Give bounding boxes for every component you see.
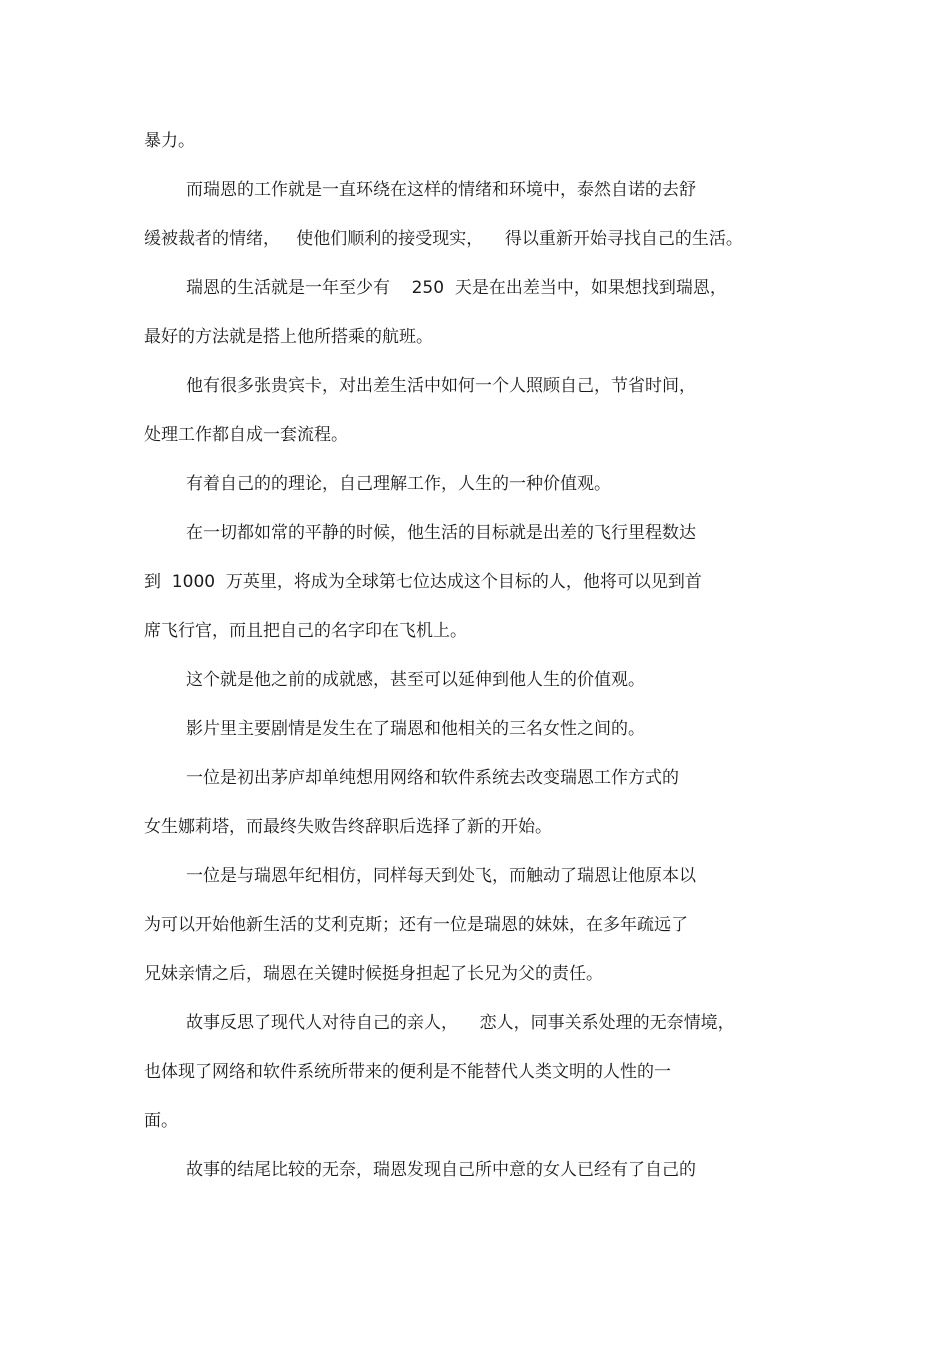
text-line: 影片里主要剧情是发生在了瑞恩和他相关的三名女性之间的。 [186,719,645,739]
text-body [144,124,794,1202]
text-line: 女生娜莉塔，而最终失败告终辞职后选择了新的开始。 [144,817,552,837]
text-line: 席飞行官，而且把自己的名字印在飞机上。 [144,621,467,641]
text-line: 他有很多张贵宾卡，对出差生活中如何一个人照顾自己，节省时间， [186,376,696,396]
text-line: 最好的方法就是搭上他所搭乘的航班。 [144,327,433,347]
text-line: 到 1000 万英里，将成为全球第七位达成这个目标的人，他将可以见到首 [144,572,702,592]
text-line: 缓被裁者的情绪， 使他们顺利的接受现实， 得以重新开始寻找自己的生活。 [144,229,743,249]
text-line: 面。 [144,1111,178,1131]
text-line: 而瑞恩的工作就是一直环绕在这样的情绪和环境中，泰然自诺的去舒 [186,180,696,200]
text-line: 暴力。 [144,131,195,151]
text-line: 也体现了网络和软件系统所带来的便利是不能替代人类文明的人性的一 [144,1062,671,1082]
text-line: 这个就是他之前的成就感，甚至可以延伸到他人生的价值观。 [186,670,645,690]
text-line: 为可以开始他新生活的艾利克斯；还有一位是瑞恩的妹妹，在多年疏远了 [144,915,688,935]
text-line: 瑞恩的生活就是一年至少有 250 天是在出差当中，如果想找到瑞恩， [186,278,727,298]
text-line: 故事的结尾比较的无奈，瑞恩发现自己所中意的女人已经有了自己的 [186,1160,696,1180]
text-line: 一位是初出茅庐却单纯想用网络和软件系统去改变瑞恩工作方式的 [186,768,679,788]
text-line: 在一切都如常的平静的时候，他生活的目标就是出差的飞行里程数达 [186,523,696,543]
text-line: 处理工作都自成一套流程。 [144,425,348,445]
text-line: 有着自己的的理论，自己理解工作，人生的一种价值观。 [186,474,611,494]
text-line: 一位是与瑞恩年纪相仿，同样每天到处飞，而触动了瑞恩让他原本以 [186,866,696,886]
text-line: 故事反思了现代人对待自己的亲人， 恋人，同事关系处理的无奈情境， [186,1013,735,1033]
text-line: 兄妹亲情之后，瑞恩在关键时候挺身担起了长兄为父的责任。 [144,964,603,984]
